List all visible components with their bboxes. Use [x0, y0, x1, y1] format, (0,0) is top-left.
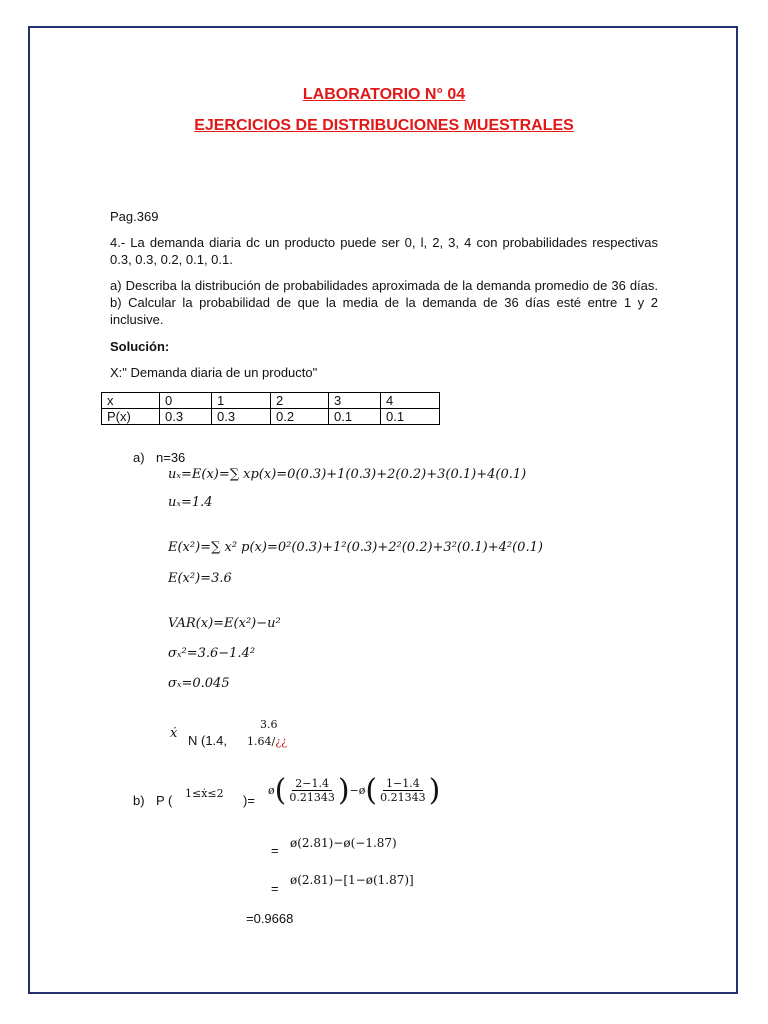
phi-complement: ø(2.81)−[1−ø(1.87)]: [290, 873, 414, 887]
table-row: [102, 393, 440, 409]
table-cell: 0.3: [212, 409, 271, 425]
phi-symbol: ø: [358, 784, 366, 797]
variance-denominator: 1.64/¿¿: [247, 735, 287, 748]
second-moment-equation: E(x²)=∑ x² p(x)=0²(0.3)+1²(0.3)+2²(0.2)+3²(0.1)+4²(0.1): [168, 540, 543, 555]
distribution-table: [101, 392, 440, 425]
equals-sign: =: [271, 881, 279, 896]
sigma-result: σₓ=0.045: [168, 676, 230, 691]
table-cell: x: [102, 393, 160, 409]
table-cell: 0.2: [271, 409, 329, 425]
topic-title: EJERCICIOS DE DISTRIBUCIONES MUESTRALES: [194, 117, 574, 134]
table-cell: 0.1: [329, 409, 381, 425]
table-cell: 0: [160, 393, 212, 409]
second-moment-result: E(x²)=3.6: [168, 571, 232, 586]
standardized-difference: ø ( $\frac{2-1.4}{0.21343}$ ) − ø ( $\frac{1-1.4}{0.21343}$ ): [268, 773, 441, 808]
solution-label: Solución:: [110, 339, 170, 354]
variance-equation: VAR(x)=E(x²)−u²: [168, 616, 281, 631]
table-cell: 4: [381, 393, 440, 409]
table-cell: 2: [271, 393, 329, 409]
probability-range: 1≤ẋ≤2: [185, 787, 224, 800]
probability-close: )=: [243, 793, 255, 808]
table-row: [102, 409, 440, 425]
problem-statement: 4.- La demanda diaria dc un producto puede ser 0, l, 2, 3, 4 con probabilidades respectivas 0.3, 0.3, 0.2, 0.1, 0.1.: [110, 235, 658, 267]
part-b-label: b): [133, 793, 145, 808]
table-cell: 0.1: [381, 409, 440, 425]
phi-difference: ø(2.81)−ø(−1.87): [290, 836, 397, 850]
mean-equation: uₓ=E(x)=∑ xp(x)=0(0.3)+1(0.3)+2(0.2)+3(0.1)+4(0.1): [168, 467, 527, 482]
variance-numerator: 3.6: [260, 718, 278, 731]
fraction-lower: $\frac{1-1.4}{0.21343}$: [380, 777, 426, 804]
final-result: =0.9668: [246, 911, 294, 926]
table-cell: 1: [212, 393, 271, 409]
table-cell: 3: [329, 393, 381, 409]
lab-title: LABORATORIO N° 04: [302, 86, 466, 103]
normal-distribution-label: N (1.4,: [188, 733, 228, 748]
table-cell: P(x): [102, 409, 160, 425]
part-a-label: a): [133, 450, 145, 465]
mean-result: uₓ=1.4: [168, 495, 213, 510]
equals-sign: =: [271, 843, 279, 858]
fraction-upper: $\frac{2-1.4}{0.21343}$: [289, 777, 335, 804]
table-cell: 0.3: [160, 409, 212, 425]
sigma-squared-equation: σₓ²=3.6−1.4²: [168, 646, 256, 661]
sample-mean-symbol: ẋ: [170, 726, 178, 741]
problem-questions: a) Describa la distribución de probabilidades aproximada de la demanda promedio de 36 días. b) Calcular la probabilidad de que la media de la demanda de 36 días esté entre 1 y 2 inclusive.: [110, 278, 658, 327]
variable-definition: X:" Demanda diaria de un producto": [110, 365, 318, 380]
page-reference: Pag.369: [110, 209, 159, 224]
sample-size: n=36: [156, 450, 186, 465]
phi-symbol: ø: [268, 784, 275, 797]
probability-open: P (: [156, 793, 173, 808]
